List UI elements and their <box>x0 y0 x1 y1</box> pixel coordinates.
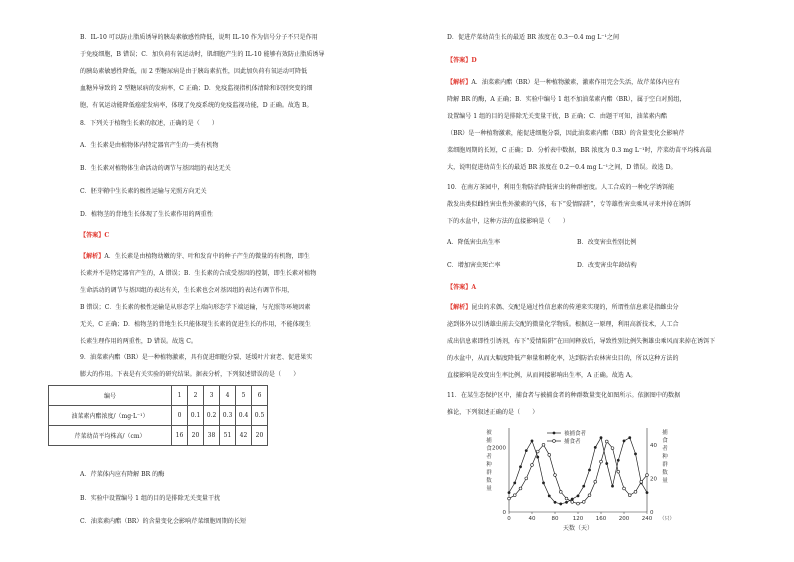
predator-point <box>588 494 591 497</box>
predator-point <box>536 450 539 453</box>
table-cell: 20 <box>252 426 268 446</box>
table-cell: 0 <box>172 406 188 426</box>
y-right-axis-label-char: 量 <box>662 478 668 484</box>
y-right-tick-label: 0 <box>650 510 654 516</box>
predator-point <box>531 464 534 467</box>
x-tick-label: 40 <box>528 516 536 522</box>
table-cell: 2 <box>188 386 204 406</box>
answer-label: 【答案】C <box>80 232 110 239</box>
prey-point <box>634 452 637 455</box>
x-tick-label: 80 <box>551 516 559 522</box>
analysis-line: 【解析】A．油菜素内酯（BR）是一种植物激素，激素作用完会失活，故芹菜体内应有 <box>447 79 680 86</box>
analysis-label: 【解析】 <box>80 253 105 260</box>
option-d: D．植物茎的背地生长体现了生长素作用的两重性 <box>80 211 213 218</box>
x-tick-label: 120 <box>572 516 584 522</box>
y-left-axis-label-char: 捕 <box>486 438 492 444</box>
predator-point <box>519 487 522 490</box>
predator-point <box>646 474 649 477</box>
predator-point <box>594 480 597 483</box>
predator-point <box>554 474 557 477</box>
predator-point <box>513 494 516 497</box>
prey-point <box>594 446 597 449</box>
prey-point <box>554 501 557 504</box>
analysis-line: 【解析】A．生长素是由植物幼嫩的芽、叶和发育中的种子产生的微量的有机物，即生 <box>80 253 310 260</box>
analysis-line: 无关，C 正确；D．植物茎的背地生长只能体现生长素的促进生长的作用，不能体现生 <box>80 321 311 328</box>
analysis-line: （BR）是一种植物激素，能促进细胞分裂，因此油菜素内酯（BR）的含量变化会影响芹 <box>447 130 685 137</box>
prey-point <box>513 482 516 485</box>
analysis-label: 【解析】 <box>447 304 472 311</box>
option-a: A．生长素是由植物体内特定器官产生的一类有机物 <box>80 142 219 149</box>
y-right-axis-label-char: 种 <box>662 454 668 460</box>
table-cell: 3 <box>204 386 220 406</box>
prey-point <box>611 485 614 488</box>
analysis-line: 大，说明促进幼苗生长的最适 BR 浓度在 0.2～0.4 mg L⁻¹之间，D 错误。故选 D。 <box>447 164 677 171</box>
analysis-line: 的水盆中，从而大幅度降低产卵量和孵化率，达到防治农林害虫目的，所以这种方法的 <box>447 355 679 362</box>
y-right-tick-label: 20 <box>650 476 657 483</box>
x-tick-label: 0 <box>507 516 511 522</box>
table-cell: 1 <box>172 386 188 406</box>
table-row-label: 油菜素内酯浓度/（mg·L⁻¹） <box>49 406 172 426</box>
y-left-axis-label-char: 食 <box>486 446 492 452</box>
question-11-cont: 推论，下列叙述正确的是（ ） <box>447 409 539 416</box>
y-right-axis-label-char: 数 <box>662 470 668 476</box>
answer-label: 【答案】D <box>447 57 477 64</box>
answer-label: 【答案】A <box>447 284 477 291</box>
table-cell: 51 <box>220 426 236 446</box>
analysis-line: 长素并不是特定器官产生的，A 错误；B．生长素的合成受基因的控制，即生长素对植物 <box>80 270 317 277</box>
prey-point <box>646 491 649 494</box>
option-a: A．芹菜体内应有降解 BR 的酶 <box>80 471 165 478</box>
analysis-line: B 错误；C．生长素的极性运输是从形态学上端向形态学下端运输，与光照等环境因素 <box>80 304 311 311</box>
prey-point <box>588 469 591 472</box>
predator-point <box>577 502 580 505</box>
table-cell: 38 <box>204 426 220 446</box>
predator-point <box>634 490 637 493</box>
analysis-line: 菜细胞周期的长短，C 正确；D．分析表中数据，BR 浓度为 0.3 mg L⁻¹时，芹菜幼苗平均株高最 <box>447 147 712 154</box>
option-a: A．降低害虫出生率 <box>447 239 501 246</box>
population-chart <box>477 420 677 535</box>
text-line: 血糖异导致的 2 型糖尿病的发病率，C 正确；D．免疫监视指机体清除和识别突变的细 <box>80 85 313 92</box>
predator-series-line <box>509 441 647 503</box>
predator-point <box>623 487 626 490</box>
y-left-axis-label-char: 被 <box>486 430 492 436</box>
table-cell: 0.4 <box>236 406 252 426</box>
y-left-axis-label-char: 者 <box>486 454 492 460</box>
analysis-line: 泌到体外以引诱雄虫前去交配的微量化学物质。根据这一原理，利用高新技术，人工合 <box>447 321 679 328</box>
predator-point <box>628 494 631 497</box>
option-d: D．促进芹菜幼苗生长的最适 BR 浓度在 0.3～0.4 mg L⁻¹之间 <box>447 34 620 41</box>
table-cell: 42 <box>236 426 252 446</box>
prey-point <box>582 485 585 488</box>
y-right-axis-label-char: 捕 <box>662 430 668 436</box>
table-row <box>49 426 268 446</box>
predator-point <box>640 480 643 483</box>
prey-point <box>542 482 545 485</box>
prey-point <box>565 501 568 504</box>
legend-prey-label: 被捕食者 <box>564 431 587 437</box>
option-c: C．油菜素内酯（BR）的含量变化会影响芹菜细胞周期的长短 <box>80 518 247 525</box>
x-unit-label: （只） <box>659 516 675 522</box>
prey-point <box>600 436 603 439</box>
y-left-tick-label: 0 <box>502 510 506 516</box>
x-tick-label: 240 <box>641 516 653 522</box>
option-b: B．生长素对植物体生命活动的调节与基因组的表达无关 <box>80 165 231 172</box>
y-right-axis-label-char: 食 <box>662 438 668 444</box>
y-right-axis-label-char: 群 <box>662 462 668 468</box>
prey-point <box>617 459 620 462</box>
table-cell: 4 <box>220 386 236 406</box>
predator-point <box>611 447 614 450</box>
question-9-cont: 膨大的作用。下表是有关实验的研究结果。据表分析，下列叙述错误的是（ ） <box>80 371 300 378</box>
question-10-cont: 散发出类似雌性害虫性外激素的气体，布下“爱情陷阱”，专等雄性害虫乘风寻来并掉在诱饵 <box>447 201 691 208</box>
x-tick-label: 160 <box>595 516 607 522</box>
table-cell: 0.1 <box>188 406 204 426</box>
predator-point <box>542 443 545 446</box>
prey-point <box>536 456 539 459</box>
text-line: 于免疫细胞，B 错误；C．加负荷有氧运动时，肌细胞产生的 IL-10 能够有效防止脂质诱导 <box>80 51 325 58</box>
predator-point <box>548 453 551 456</box>
prey-point <box>577 494 580 497</box>
analysis-line: 直接影响是改变出生率比例，从而间接影响出生率，A 正确。故选 A。 <box>447 372 637 379</box>
y-right-axis-label-char: 者 <box>662 446 668 452</box>
prey-point <box>519 465 522 468</box>
prey-point <box>508 491 511 494</box>
table-row <box>49 406 268 426</box>
y-left-axis-label-char: 种 <box>486 462 492 468</box>
option-d: D．改变害虫年龄结构 <box>577 262 637 269</box>
table-row <box>49 386 268 406</box>
analysis-line: 【解析】昆虫的求偶、交配是通过性信息素的传递来实现的，所谓性信息素是指雌虫分 <box>447 304 679 311</box>
predator-point <box>605 440 608 443</box>
predator-point <box>617 470 620 473</box>
y-left-axis-label-char: 数 <box>486 478 492 484</box>
option-b: B．改变害虫性别比例 <box>577 239 637 246</box>
prey-point <box>559 503 562 506</box>
data-table <box>48 385 268 446</box>
legend-predator-marker <box>553 440 556 443</box>
analysis-line: 生命活动的调节与基因组的表达有关，生长素也会对基因组的表达有调节作用， <box>80 287 294 294</box>
prey-point <box>628 436 631 439</box>
option-c: C．增加害虫死亡率 <box>447 262 501 269</box>
table-cell: 6 <box>252 386 268 406</box>
question-10-cont: 下的水盆中，这种方法的直接影响是（ ） <box>447 218 569 225</box>
predator-point <box>525 477 528 480</box>
legend-prey-marker <box>553 432 556 435</box>
question-9: 9．油菜素内酯（BR）是一种植物激素，具有促进细胞分裂、延缓叶片衰老、促进果实 <box>80 354 313 361</box>
table-cell: 0.2 <box>204 406 220 426</box>
y-left-axis-label-char: 群 <box>486 470 492 476</box>
table-header: 编号 <box>49 386 172 406</box>
analysis-label: 【解析】 <box>447 79 472 86</box>
predator-point <box>600 460 603 463</box>
text-line: 的胰岛素敏感性降低，而 2 型糖尿病是由于胰岛素抗性，因此加负荷有氧运动可降低 <box>80 68 308 75</box>
predator-point <box>565 497 568 500</box>
y-right-tick-label: 40 <box>650 442 657 449</box>
table-cell: 0.3 <box>220 406 236 426</box>
y-left-tick-label: 2000 <box>492 445 506 452</box>
analysis-line: 成出信息素即性引诱剂，布下“爱情陷阱”在田间释放后，导致性别比例失衡雄虫乘风而来掉在诱饵下 <box>447 338 716 345</box>
text-line: 胞，有氧运动能降低癌症发病率，体现了免疫系统的免疫监视功能，D 正确。故选 B。 <box>80 102 313 109</box>
prey-point <box>605 462 608 465</box>
option-b: B．实验中设置编号 1 组的目的是排除无关变量干扰 <box>80 495 221 502</box>
analysis-line: 长素生理作用的两重性，D 错误。故选 C。 <box>80 338 198 345</box>
prey-point <box>548 494 551 497</box>
predator-point <box>571 501 574 504</box>
analysis-line: 设置编号 1 组的目的是排除无关变量干扰，B 正确；C．由题干可知，油菜素内酯 <box>447 113 667 120</box>
question-8: 8．下列关于植物生长素的叙述，正确的是（ ） <box>80 120 218 127</box>
table-row-label: 芹菜幼苗平均株高/（cm） <box>49 426 172 446</box>
prey-point <box>531 440 534 443</box>
table-cell: 5 <box>236 386 252 406</box>
table-cell: 0.5 <box>252 406 268 426</box>
table-cell: 20 <box>188 426 204 446</box>
text-line: B．IL-10 可以防止脂质诱导的胰岛素敏感性降低，说明 IL-10 作为信号分子不只是作用 <box>80 34 318 41</box>
prey-point <box>571 498 574 501</box>
x-axis-label: 天数（天） <box>562 525 594 532</box>
question-11: 11．在某生态保护区中，捕食者与被捕食者的种群数量变化如图所示。依据图中的数据 <box>447 392 681 399</box>
prey-point <box>525 449 528 452</box>
prey-point <box>623 440 626 443</box>
option-c: C．胚芽鞘中生长素的极性运输与光照方向无关 <box>80 188 207 195</box>
legend-predator-label: 捕食者 <box>564 439 581 445</box>
table-cell: 16 <box>172 426 188 446</box>
x-tick-label: 200 <box>618 516 630 522</box>
analysis-line: 降解 BR 的酶，A 正确；B．实验中编号 1 组不加油菜素内酯（BR），属于空白对照组， <box>447 96 686 103</box>
y-left-axis-label-char: 量 <box>486 486 492 492</box>
question-10: 10．在南方茶园中，利用生物防治降低害虫的种群密度。人工合成的一种化学诱饵能 <box>447 184 675 191</box>
predator-point <box>582 501 585 504</box>
predator-point <box>508 497 511 500</box>
predator-point <box>559 490 562 493</box>
